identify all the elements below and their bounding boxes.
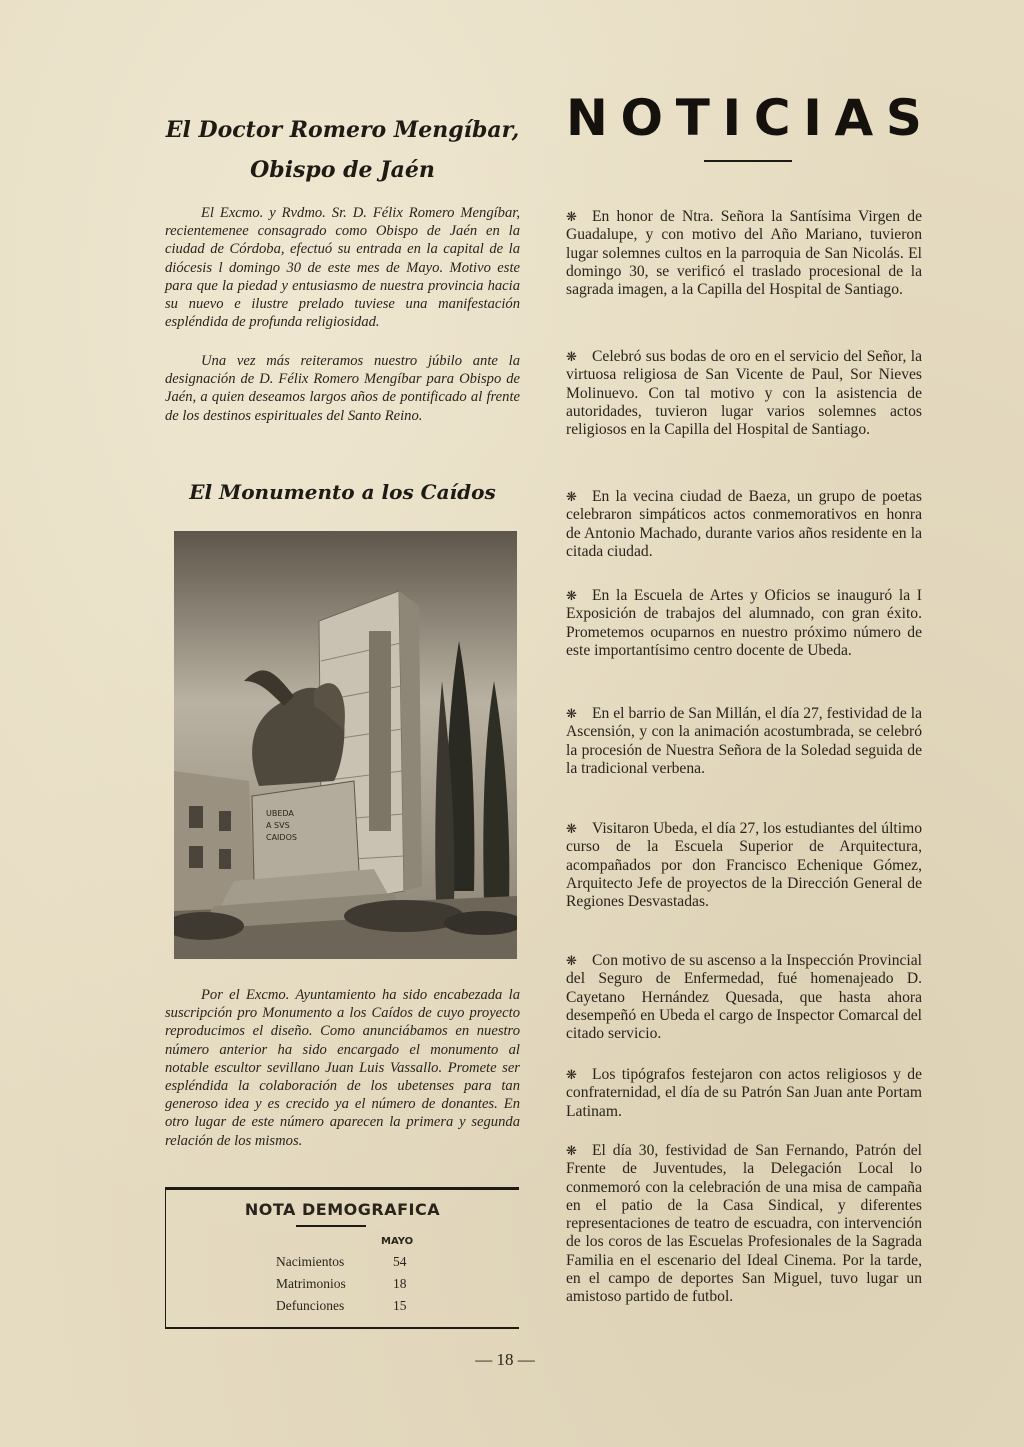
news-text: Celebró sus bodas de oro en el servicio del Señor, la virtuosa religiosa de San Vicente de Paul, Sor Nieves Molinuevo. Con tal motivo y con la asistencia de autoridades, tuvieron lugar varios solemnes actos religiosos en la Capilla del Hospital de Santiago. bbox=[566, 348, 922, 439]
doctor-article-title bbox=[165, 110, 520, 190]
heading-letter: N bbox=[566, 89, 608, 147]
demographic-value: 18 bbox=[393, 1276, 407, 1291]
flower-bullet-icon: ❋ bbox=[566, 706, 577, 721]
news-text: El día 30, festividad de San Fernando, Patrón del Frente de Juventudes, la Delegación Local lo conmemoró con la celebración de una misa de campaña en el patio de la Casa Sindical, y diferentes representaciones de teatro de escuadra, con intervención de los coros de las Escuelas Profesionales de la Sagrada Familia en el escenario del Ideal Cinema. Por la tarde, en el campo de deportes San Miguel, tuvo lugar un amistoso partido de futbol. bbox=[566, 1142, 922, 1306]
flower-bullet-icon: ❋ bbox=[566, 588, 577, 603]
flower-bullet-icon: ❋ bbox=[566, 489, 577, 504]
news-item bbox=[566, 488, 922, 561]
demographic-value: 15 bbox=[393, 1298, 407, 1313]
news-text: Visitaron Ubeda, el día 27, los estudiantes del último curso de la Escuela Superior de Arquitectura, acompañados por don Francisco Echenique Gómez, Arquitecto Jefe de proyectos de la Dirección General de Regiones Desvastadas. bbox=[566, 820, 922, 911]
news-item bbox=[566, 1066, 922, 1121]
flower-bullet-icon: ❋ bbox=[566, 953, 577, 968]
demographic-label: Nacimientos bbox=[276, 1254, 345, 1269]
demographic-title: NOTA DEMOGRAFICA bbox=[244, 1200, 441, 1219]
heading-letter: I bbox=[803, 89, 822, 147]
heading-rule bbox=[704, 160, 792, 162]
news-text: Con motivo de su ascenso a la Inspección Provincial del Seguro de Enfermedad, fué homenajeado D. Cayetano Hernández Quesada, que hasta ahora desempeñó en Ubeda el cargo de Inspector Comarcal del citado servicio. bbox=[566, 952, 922, 1043]
heading-letter: S bbox=[885, 89, 922, 147]
flower-bullet-icon: ❋ bbox=[566, 1143, 577, 1158]
monument-illustration bbox=[174, 531, 517, 959]
demographic-label: Defunciones bbox=[276, 1298, 345, 1313]
flower-bullet-icon: ❋ bbox=[566, 821, 577, 836]
inscription-line-3: CAIDOS bbox=[266, 833, 297, 842]
news-text: En honor de Ntra. Señora la Santísima Virgen de Guadalupe, y con motivo del Año Mariano, tuvieron lugar solemnes cultos en la parroquia de San Nicolás. El domingo 30, se verificó el traslado procesional de la sagrada imagen, a la Capilla del Hospital de Santiago. bbox=[566, 208, 922, 299]
page-number: — 18 — bbox=[475, 1350, 535, 1369]
heading-letter: O bbox=[620, 89, 664, 147]
news-item bbox=[566, 587, 922, 660]
flower-bullet-icon: ❋ bbox=[566, 1067, 577, 1082]
heading-letter: C bbox=[753, 89, 791, 147]
doctor-paragraph-1: El Excmo. y Rvdmo. Sr. D. Félix Romero Mengíbar, recientemenee consagrado como Obispo de Jaén en la ciudad de Córdoba, efectuó su entrada en la capital de la diócesis l domingo 30 de este mes de Mayo. Motivo este para que la piedad y entusiasmo de nuestra provincia hacia su nuevo e ilustre prelado tuviese una manifestación espléndida de profunda religiosidad. bbox=[165, 205, 520, 331]
demographic-label: Matrimonios bbox=[276, 1276, 346, 1291]
noticias-heading bbox=[566, 90, 922, 146]
doctor-title-line1: El Doctor Romero Mengíbar, bbox=[165, 117, 520, 143]
inscription-line-1: UBEDA bbox=[266, 809, 294, 818]
demographic-value: 54 bbox=[393, 1254, 407, 1269]
news-item bbox=[566, 705, 922, 778]
demographic-note-box bbox=[165, 1187, 519, 1329]
news-item bbox=[566, 1142, 922, 1307]
demographic-title-rule bbox=[296, 1225, 366, 1227]
news-text: En la vecina ciudad de Baeza, un grupo de poetas celebraron simpáticos actos conmemorativos en honra de Antonio Machado, durante varios años residente en la citada ciudad. bbox=[566, 488, 922, 560]
doctor-title-line2: Obispo de Jaén bbox=[250, 157, 435, 183]
news-item bbox=[566, 208, 922, 299]
news-item bbox=[566, 348, 922, 439]
news-item bbox=[566, 952, 922, 1043]
heading-letter: A bbox=[834, 89, 874, 147]
news-text: En el barrio de San Millán, el día 27, festividad de la Ascensión, y con la animación acostumbrada, se celebró la procesión de Nuestra Señora de la Soledad seguida de la tradicional verbena. bbox=[566, 705, 922, 777]
demographic-column-header: MAYO bbox=[381, 1236, 414, 1247]
heading-letter: I bbox=[722, 89, 742, 147]
monument-article-title: El Monumento a los Caídos bbox=[189, 480, 496, 504]
flower-bullet-icon: ❋ bbox=[566, 209, 577, 224]
news-text: En la Escuela de Artes y Oficios se inauguró la I Exposición de trabajos del alumnado, con gran éxito. Prometemos ocuparnos en nuestro próximo número de este importantísimo centro docente de Ubeda. bbox=[566, 587, 922, 659]
news-text: Los tipógrafos festejaron con actos religiosos y de confraternidad, el día de su Patrón San Juan ante Portam Latinam. bbox=[566, 1066, 922, 1120]
flower-bullet-icon: ❋ bbox=[566, 349, 577, 364]
news-item bbox=[566, 820, 922, 911]
doctor-paragraph-2: Una vez más reiteramos nuestro júbilo ante la designación de D. Félix Romero Mengíbar para Obispo de Jaén, a quien deseamos largos años de pontificado al frente de los destinos espirituales del Santo Reino. bbox=[165, 353, 520, 424]
inscription-line-2: A SVS bbox=[266, 821, 290, 830]
monument-photo bbox=[174, 531, 517, 959]
monument-paragraph: Por el Excmo. Ayuntamiento ha sido encabezada la suscripción pro Monumento a los Caídos de cuyo proyecto reproducimos el diseño. Como anunciábamos en nuestro número anterior ha sido encargado el monumento al notable escultor sevillano Juan Luis Vassallo. Promete ser espléndida la colaboración de los ubetenses para tan generoso idea y es crecido ya el número de donantes. En otro lugar de este número aparecen la primera y segunda relación de los mismos. bbox=[165, 987, 520, 1149]
heading-letter: T bbox=[675, 89, 710, 147]
